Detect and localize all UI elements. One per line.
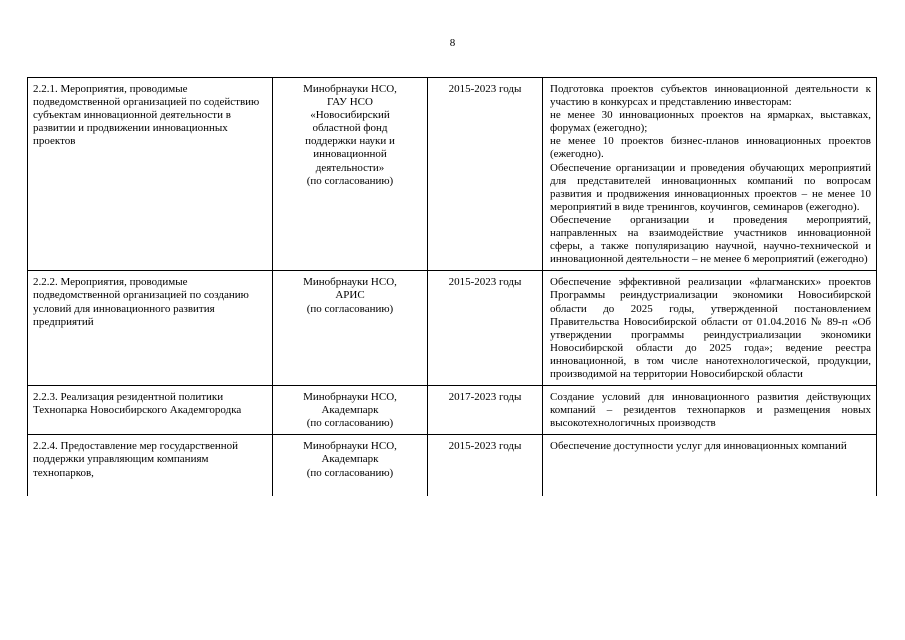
table-row	[28, 271, 877, 386]
executor-line: Минобрнауки НСО,	[303, 440, 397, 453]
executor-line: (по согласованию)	[306, 417, 394, 430]
period-cell: 2015-2023 годы	[428, 435, 543, 497]
table-row	[28, 78, 877, 271]
measure-cell: 2.2.2. Мероприятия, проводимые подведомственной организацией по созданию условий для инновационного развития предприятий	[28, 271, 273, 386]
executor-cell	[273, 271, 428, 386]
executor-line: Минобрнауки НСО,	[303, 391, 397, 404]
executor-cell	[273, 386, 428, 435]
result-paragraph: не менее 30 инновационных проектов на ярмарках, выставках, форумах (ежегодно);	[550, 109, 871, 135]
executor-line: (по согласованию)	[306, 466, 394, 479]
result-paragraph: Обеспечение организации и проведения мероприятий, направленных на взаимодействие участников инновационной сферы, а также популяризацию научной, научно-технической и инновационной деятельности – не менее 6 мероприятий (ежегодно)	[550, 213, 871, 266]
result-cell	[543, 271, 877, 386]
period-cell: 2015-2023 годы	[428, 271, 543, 386]
executor-line: Академпарк	[321, 453, 379, 466]
executor-line: ГАУ НСО	[327, 96, 373, 109]
period-cell: 2017-2023 годы	[428, 386, 543, 435]
measure-cell: 2.2.3. Реализация резидентной политики Технопарка Новосибирского Академгородка	[28, 386, 273, 435]
executor-line: АРИС	[335, 289, 365, 302]
executor-line: Минобрнауки НСО,	[303, 83, 397, 95]
measure-cell: 2.2.4. Предоставление мер государственной поддержки управляющим компаниям технопарков,	[28, 435, 273, 497]
executor-line: инновационной	[313, 148, 387, 161]
executor-line: (по согласованию)	[306, 302, 394, 315]
table-row	[28, 435, 877, 497]
executor-line: (по согласованию)	[306, 174, 394, 187]
result-paragraph: Подготовка проектов субъектов инновационной деятельности к участию в конкурсах и представлению инвесторам:	[550, 83, 871, 109]
result-cell	[543, 78, 877, 271]
executor-line: «Новосибирский	[310, 109, 390, 122]
executor-line: Академпарк	[321, 404, 379, 417]
result-cell	[543, 435, 877, 497]
executor-cell	[273, 78, 428, 271]
executor-cell	[273, 435, 428, 497]
page-number: 8	[449, 37, 456, 49]
result-cell	[543, 386, 877, 435]
executor-line: поддержки науки и	[305, 135, 395, 148]
executor-line: деятельности»	[315, 161, 385, 174]
result-paragraph: Создание условий для инновационного развития действующих компаний – резидентов технопарков и размещения новых высокотехнологичных производств	[550, 391, 871, 430]
result-paragraph: Обеспечение доступности услуг для инновационных компаний	[550, 440, 847, 453]
result-paragraph: Обеспечение организации и проведения обучающих мероприятий для представителей инновационных компаний по вопросам развития и продвижения инновационных проектов – не менее 10 мероприятий в виде тренингов, коучингов, семинаров (ежегодно).	[550, 161, 871, 213]
measures-table	[27, 77, 877, 496]
result-paragraph: Обеспечение эффективной реализации «флагманских» проектов Программы реиндустриализации экономики Новосибирской области до 2025 годы, утвержденной постановлением Правительства Новосибирской области от 01.04.2016 № 89-п «Об утверждении программы реиндустриализации экономики Новосибирской области до 2025 года»; ведение реестра инновационной, в том числе нанотехнологической, продукции, производимой на территории Новосибирской области	[550, 276, 871, 380]
period-cell: 2015-2023 годы	[428, 78, 543, 271]
measure-cell: 2.2.1. Мероприятия, проводимые подведомственной организацией по содействию субъектам инновационной деятельности в развитии и продвижении инновационных проектов	[28, 78, 273, 271]
executor-line: Минобрнауки НСО,	[303, 276, 397, 289]
table-row	[28, 386, 877, 435]
executor-line: областной фонд	[312, 122, 388, 135]
result-paragraph: не менее 10 проектов бизнес-планов инновационных проектов (ежегодно).	[550, 135, 871, 161]
